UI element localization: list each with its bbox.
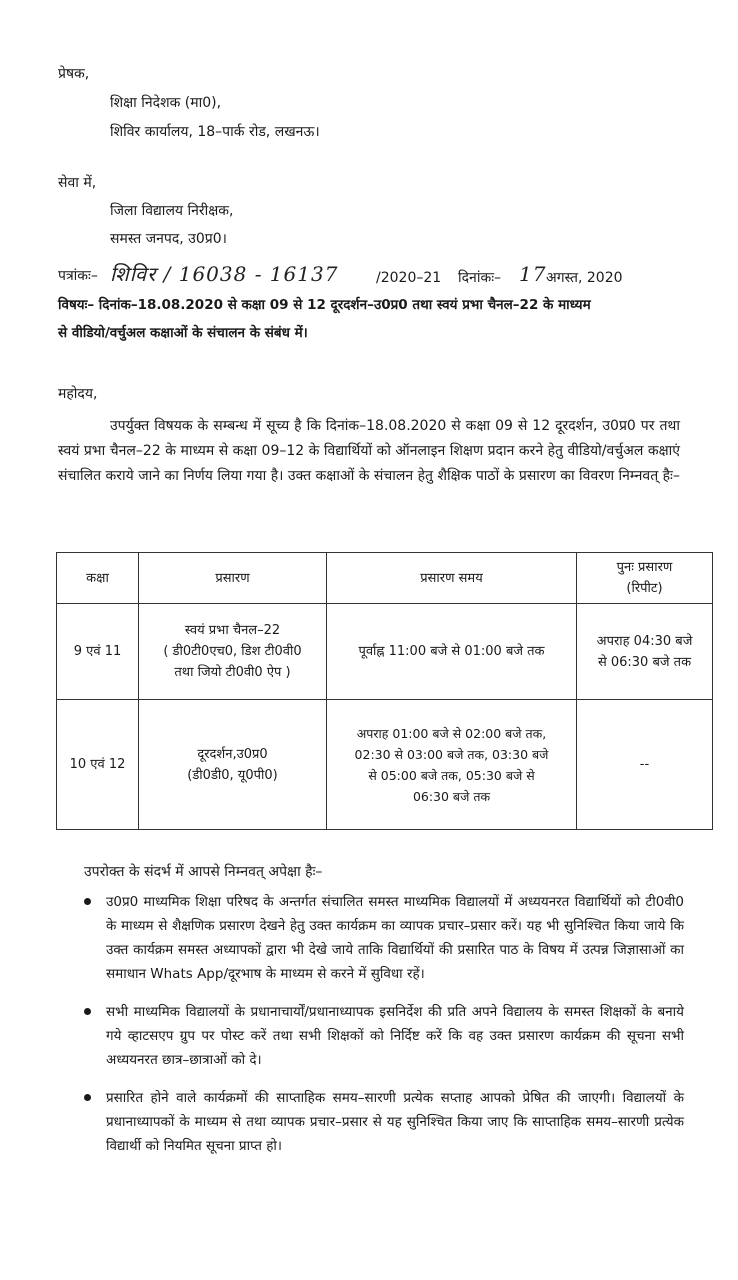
to-label: सेवा में, (58, 175, 97, 191)
bullet-icon (84, 898, 91, 905)
sender-line-1: शिक्षा निदेशक (मा0), (110, 95, 222, 111)
cell-repeat: अपराह 04:30 बजे से 06:30 बजे तक (577, 604, 713, 700)
table-row (57, 700, 713, 830)
salutation: महोदय, (58, 386, 98, 402)
subject-line-2: से वीडियो/वर्चुअल कक्षाओं के संचालन के संबंध में। (58, 325, 308, 341)
list-item-text: प्रसारित होने वाले कार्यक्रमों की साप्ताहिक समय–सारणी प्रत्येक सप्ताह आपको प्रेषित की जाएगी। विद्यालयों के प्रधानाध्यापकों के माध्यम से तथा व्यापक प्रचार–प्रसार से यह सुनिश्चित किया जाए कि साप्ताहिक समय–सारणी प्रत्येक विद्यार्थी को नियमित सूचना प्राप्त हो। (106, 1090, 684, 1154)
date-rest: अगस्त, 2020 (546, 270, 623, 286)
list-item-text: सभी माध्यमिक विद्यालयों के प्रधानाचार्यों/प्रधानाध्यापक इसनिर्देश की प्रति अपने विद्यालय के समस्त शिक्षकों के बनाये गये व्हाटसएप ग्रुप पर पोस्ट करें तथा सभी शिक्षकों को निर्दिष्ट करें कि वह उक्त प्रसारण कार्यक्रम की सूचना सभी अध्ययनरत छात्र–छात्राओं को दे। (106, 1004, 684, 1068)
ref-label: पत्रांकः– (58, 268, 98, 284)
bullet-icon (84, 1094, 91, 1101)
date-label: दिनांकः– (458, 270, 502, 286)
sender-line-2: शिविर कार्यालय, 18–पार्क रोड, लखनऊ। (110, 124, 320, 140)
instruction-list (84, 890, 684, 1172)
header-rebroadcast: पुनः प्रसारण (रिपीट) (577, 553, 713, 604)
ref-handwritten-number: शिविर / 16038 - 16137 (110, 262, 339, 286)
list-item (84, 890, 684, 986)
list-item-text: उ0प्र0 माध्यमिक शिक्षा परिषद के अन्तर्गत संचालित समस्त माध्यमिक विद्यालयों में अध्ययनरत विद्यार्थियों को टी0वी0 के माध्यम से शैक्षणिक प्रसारण देखने हेतु उक्त कार्यक्रम का व्यापक प्रचार–प्रसार करें। यह भी सुनिश्चित किया जाये कि उक्त कार्यक्रम समस्त अध्यापकों द्वारा भी देखे जाये ताकि विद्यार्थियों की प्रसारित पाठ के विषय में उत्पन्न जिज्ञासाओं का समाधान Whats App/दूरभाष के माध्यम से करने में सुविधा रहें। (106, 894, 684, 982)
recipient-line-2: समस्त जनपद, उ0प्र0। (110, 231, 227, 247)
subject-line-1: विषयः– दिनांक–18.08.2020 से कक्षा 09 से 12 दूरदर्शन–उ0प्र0 तथा स्वयं प्रभा चैनल–22 के माध्यम (58, 297, 591, 313)
header-class: कक्षा (57, 553, 139, 604)
cell-broadcast: दूरदर्शन,उ0प्र0 (डी0डी0, यू0पी0) (139, 700, 327, 830)
broadcast-schedule-table (56, 552, 713, 830)
date-handwritten: 17 (519, 262, 547, 286)
list-item (84, 1086, 684, 1158)
bullet-icon (84, 1008, 91, 1015)
table-row (57, 604, 713, 700)
recipient-line-1: जिला विद्यालय निरीक्षक, (110, 203, 234, 219)
body-paragraph: उपर्युक्त विषयक के सम्बन्ध में सूच्य है कि दिनांक–18.08.2020 से कक्षा 09 से 12 दूरदर्शन, उ0प्र0 पर तथा स्वयं प्रभा चैनल–22 के माध्यम से कक्षा 09–12 के विद्यार्थियों को ऑनलाइन शिक्षण प्रदान करने हेतु वीडियो/वर्चुअल कक्षाएं संचालित कराये जाने का निर्णय लिया गया है। उक्त कक्षाओं के संचालन हेतु शैक्षिक पाठों के प्रसारण का विवरण निम्नवत् हैः– (58, 418, 680, 484)
ref-suffix: /2020–21 (376, 270, 442, 286)
sender-label: प्रेषक, (58, 66, 90, 82)
header-broadcast-time: प्रसारण समय (327, 553, 577, 604)
cell-class: 10 एवं 12 (57, 700, 139, 830)
cell-time: अपराह 01:00 बजे से 02:00 बजे तक, 02:30 से 03:00 बजे तक, 03:30 बजे से 05:00 बजे तक, 05:30 बजे से 06:30 बजे तक (327, 700, 577, 830)
request-intro: उपरोक्त के संदर्भ में आपसे निम्नवत् अपेक्षा हैः– (84, 864, 323, 880)
table-header-row (57, 553, 713, 604)
cell-repeat: -- (577, 700, 713, 830)
list-item (84, 1000, 684, 1072)
cell-class: 9 एवं 11 (57, 604, 139, 700)
cell-time: पूर्वाह्न 11:00 बजे से 01:00 बजे तक (327, 604, 577, 700)
cell-broadcast: स्वयं प्रभा चैनल–22 ( डी0टी0एच0, डिश टी0वी0 तथा जियो टी0वी0 ऐप ) (139, 604, 327, 700)
header-broadcast: प्रसारण (139, 553, 327, 604)
